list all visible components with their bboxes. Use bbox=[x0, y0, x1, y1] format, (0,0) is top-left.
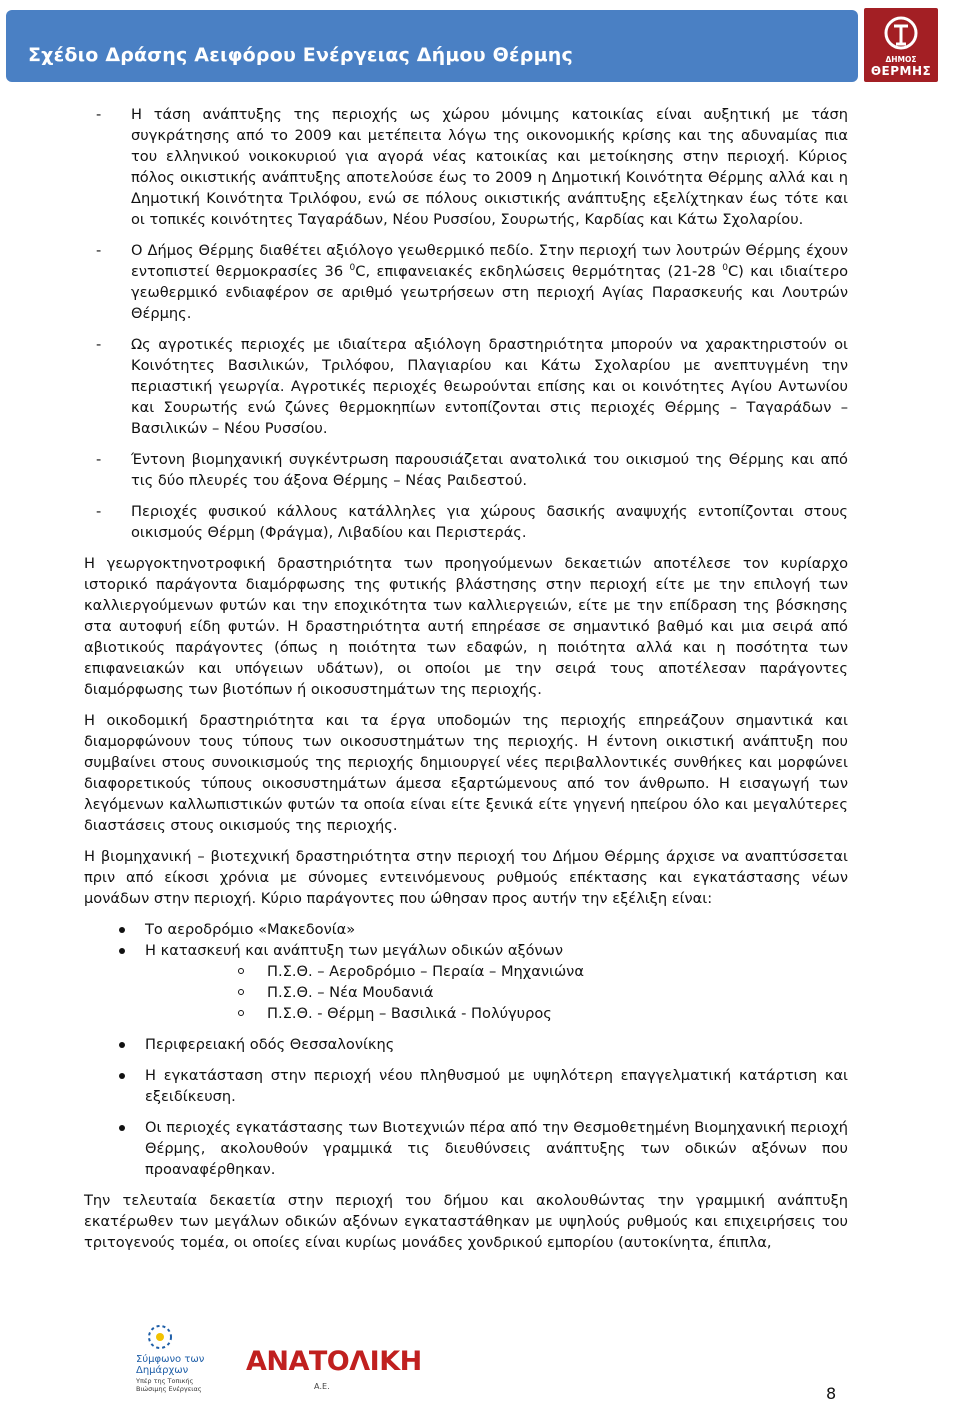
bullet-text: Περιφερειακή οδός Θεσσαλονίκης bbox=[145, 1036, 395, 1053]
covenant-of-mayors-logo bbox=[112, 1322, 224, 1400]
dash-marker: - bbox=[96, 106, 102, 123]
bullet-item bbox=[84, 1065, 848, 1107]
dash-list bbox=[84, 104, 848, 543]
anatoliki-logo bbox=[246, 1346, 422, 1396]
bullet-dot-icon bbox=[119, 1042, 125, 1048]
bullet-text: Η εγκατάσταση στην περιοχή νέου πληθυσμού με υψηλότερη επαγγελματική κατάρτιση και εξειδίκευση. bbox=[145, 1067, 848, 1105]
dash-marker: - bbox=[96, 451, 102, 468]
covenant-tagline: Υπέρ της Τοπικής Βιώσιμης Ενέργειας bbox=[136, 1377, 202, 1393]
list-item bbox=[84, 449, 848, 491]
sub-item-text: Π.Σ.Θ. - Θέρμη – Βασιλικά - Πολύγυρος bbox=[267, 1005, 552, 1022]
sub-item-text: Π.Σ.Θ. – Αεροδρόμιο – Περαία – Μηχανιώνα bbox=[267, 963, 584, 980]
dash-marker: - bbox=[96, 503, 102, 520]
header-banner bbox=[6, 10, 858, 82]
list-item-text: C, επιφανειακές εκδηλώσεις θερμότητας (21-28 bbox=[355, 263, 716, 280]
circle-bullet-icon bbox=[238, 989, 244, 995]
bullet-item bbox=[84, 1117, 848, 1180]
bullet-text: Η κατασκευή και ανάπτυξη των μεγάλων οδικών αξόνων bbox=[145, 942, 564, 959]
stars-circle-icon bbox=[132, 1322, 188, 1352]
sub-item bbox=[145, 982, 848, 1003]
list-item-text: Ως αγροτικές περιοχές με ιδιαίτερα αξιόλογη δραστηριότητα μπορούν να χαρακτηριστούν οι Κοινότητες Βασιλικών, Τριλόφου, Πλαγιαρίου και Κάτω Σχολαρίου με ανεπτυγμένη την περιαστική γεωργία. Αγροτικές περιοχές θεωρούνται επίσης και οι κοινότητες Αγίου Αντωνίου και Σουρωτής ενώ ζώνες θερμοκηπίων εντοπίζονται στις περιοχές Θέρμης – Ταγαράδων – Βασιλικών – Νέου Ρυσσίου. bbox=[131, 336, 848, 437]
covenant-name: Σύμφωνο των Δημάρχων bbox=[136, 1354, 205, 1376]
body-paragraph: Η οικοδομική δραστηριότητα και τα έργα υποδομών της περιοχής επηρεάζουν σημαντικά και διαμορφώνουν τους τύπους των οικοσυστημάτων της περιοχής. Η έντονη οικιστική ανάπτυξη που συμβαίνει στους συνοικισμούς της περιοχής δημιουργεί νέες περιβαλλοντικές συνθήκες και μορφώνει διαφορετικούς τύπους οικοσυστημάτων άμεσα εξαρτώμενους από τον άνθρωπο. Η εισαγωγή των λεγόμενων καλλωπιστικών φυτών τα οποία είναι είτε ξενικά είτε γηγενή ηπείρου όλο και μεγαλύτερες διαστάσεις στους οικισμούς της περιοχής. bbox=[84, 712, 848, 834]
bullet-item bbox=[84, 1034, 848, 1055]
bullet-dot-icon bbox=[119, 1073, 125, 1079]
list-item-text: Περιοχές φυσικού κάλλους κατάλληλες για χώρους δασικής αναψυχής εντοπίζονται στους οικισμούς Θέρμη (Φράγμα), Λιβαδίου και Περιστεράς. bbox=[131, 503, 848, 541]
bullet-dot-icon bbox=[119, 948, 125, 954]
bullet-text: Οι περιοχές εγκατάστασης των Βιοτεχνιών πέρα από την Θεσμοθετημένη Βιομηχανική περιοχή Θέρμης, ακολουθούν γραμμικά τις διευθύνσεις ανάπτυξης των οδικών αξόνων που προαναφέρθηκαν. bbox=[145, 1119, 848, 1178]
sub-item bbox=[145, 961, 848, 982]
list-item-text: Η τάση ανάπτυξης της περιοχής ως χώρου μόνιμης κατοικίας είναι αυξητική με τάση συγκράτησης από το 2009 και μετέπειτα λόγω της οικονομικής κρίσης και της αδυναμίας πια του ελληνικού νοικοκυριού για αγορά νέας κατοικίας και μετοίκησης στην περιοχή. Κύριος πόλος οικιστικής ανάπτυξης αποτελούσε έως το 2009 η Δημοτική Κοινότητα Θέρμης αλλά και η Δημοτική Κοινότητα Τριλόφου, ενώ σε πόλους οικιστικής ανάπτυξης εξελίχτηκαν έως τότε και οι τοπικές κοινότητες Ταγαράδων, Νέου Ρυσσίου, Σουρωτής, Καρδίας και Κάτω Σχολαρίου. bbox=[131, 106, 848, 228]
bullet-item bbox=[84, 919, 848, 940]
bullet-list bbox=[84, 919, 848, 1180]
list-item-text: C) και ιδιαίτερο γεωθερμικό ενδιαφέρον σε αριθμό γεωτρήσεων στη περιοχή Αγίας Παρασκευής και Λουτρών Θέρμης. bbox=[131, 263, 849, 322]
list-item-text: Ο Δήμος Θέρμης διαθέτει αξιόλογο γεωθερμικό πεδίο. Στην περιοχή των λουτρών Θέρμης έχουν εντοπιστεί θερμοκρασίες 36 bbox=[131, 242, 848, 280]
sub-item bbox=[145, 1003, 848, 1024]
superscript-degree: 0 bbox=[349, 263, 356, 274]
company-suffix: Α.Ε. bbox=[314, 1382, 330, 1391]
bullet-item bbox=[84, 940, 848, 1024]
logo-text-top: ΔΗΜΟΣ bbox=[885, 55, 917, 64]
page-number: 8 bbox=[826, 1384, 837, 1403]
circle-bullet-icon bbox=[238, 1010, 244, 1016]
list-item bbox=[84, 334, 848, 439]
bullet-dot-icon bbox=[119, 1125, 125, 1131]
body-paragraph: Η γεωργοκτηνοτροφική δραστηριότητα των προηγούμενων δεκαετιών αποτέλεσε τον κυρίαρχο ιστορικό παράγοντα διαμόρφωσης της φυτικής βλάστησης στην περιοχή είτε με την επιλογή των καλλιεργούμενων φυτών και την εποχικότητα των καλλιεργειών, είτε με την επίδραση της βόσκησης στα αυτοφυή είδη φυτών. Η δραστηριότητα αυτή επηρέασε σε σημαντικό βαθμό και μια σειρά από αβιοτικούς παράγοντες (όπως η ποιότητα των εδαφών, η ποιότητα αλλά και η ποσότητα των επιφανειακών και υπόγειων υδάτων), οι οποίοι με την σειρά τους αποτέλεσαν παράγοντες διαμόρφωσης των βιοτόπων ή οικοσυστημάτων της περιοχής. bbox=[84, 555, 848, 698]
list-item bbox=[84, 501, 848, 543]
municipality-logo bbox=[864, 8, 938, 82]
list-item bbox=[84, 240, 848, 324]
list-item bbox=[84, 104, 848, 230]
circle-bullet-icon bbox=[238, 968, 244, 974]
logo-text-bottom: ΘΕΡΜΗΣ bbox=[870, 64, 932, 78]
superscript-degree: 0 bbox=[722, 263, 728, 274]
company-name: ΑΝΑΤΟΛΙΚΗ bbox=[246, 1346, 422, 1377]
thermi-emblem-icon bbox=[882, 14, 920, 54]
bullet-dot-icon bbox=[119, 927, 125, 933]
body-paragraph: Την τελευταία δεκαετία στην περιοχή του δήμου και ακολουθώντας την γραμμική ανάπτυξη εκατέρωθεν των μεγάλων οδικών αξόνων εγκαταστάθηκαν με υψηλούς ρυθμούς και επιχειρήσεις του τριτογενούς τομέα, οι οποίες είναι κυρίως μονάδες χονδρικού εμπορίου (αυτοκίνητα, έπιπλα, bbox=[84, 1192, 848, 1251]
dash-marker: - bbox=[96, 242, 102, 259]
list-item-text: Έντονη βιομηχανική συγκέντρωση παρουσιάζεται ανατολικά του οικισμού της Θέρμης και από τις δύο πλευρές του άξονα Θέρμης – Νέας Ραιδεστού. bbox=[131, 451, 848, 489]
bullet-text: Το αεροδρόμιο «Μακεδονία» bbox=[145, 921, 356, 938]
sub-item-text: Π.Σ.Θ. – Νέα Μουδανιά bbox=[267, 984, 434, 1001]
page-header bbox=[0, 0, 960, 98]
dash-marker: - bbox=[96, 336, 102, 353]
body-paragraph: Η βιομηχανική – βιοτεχνική δραστηριότητα στην περιοχή του Δήμου Θέρμης άρχισε να αναπτύσσεται πριν από είκοσι χρόνια με σύνομες εντεινόμενους ρυθμούς επέκτασης και εγκατάστασης νέων μονάδων στην περιοχή. Κύριο παράγοντες που ώθησαν προς αυτήν την εξέλιξη είναι: bbox=[84, 848, 848, 907]
document-body bbox=[84, 104, 848, 1253]
document-title: Σχέδιο Δράσης Αειφόρου Ενέργειας Δήμου Θέρμης bbox=[28, 44, 573, 66]
sub-list bbox=[145, 961, 848, 1024]
